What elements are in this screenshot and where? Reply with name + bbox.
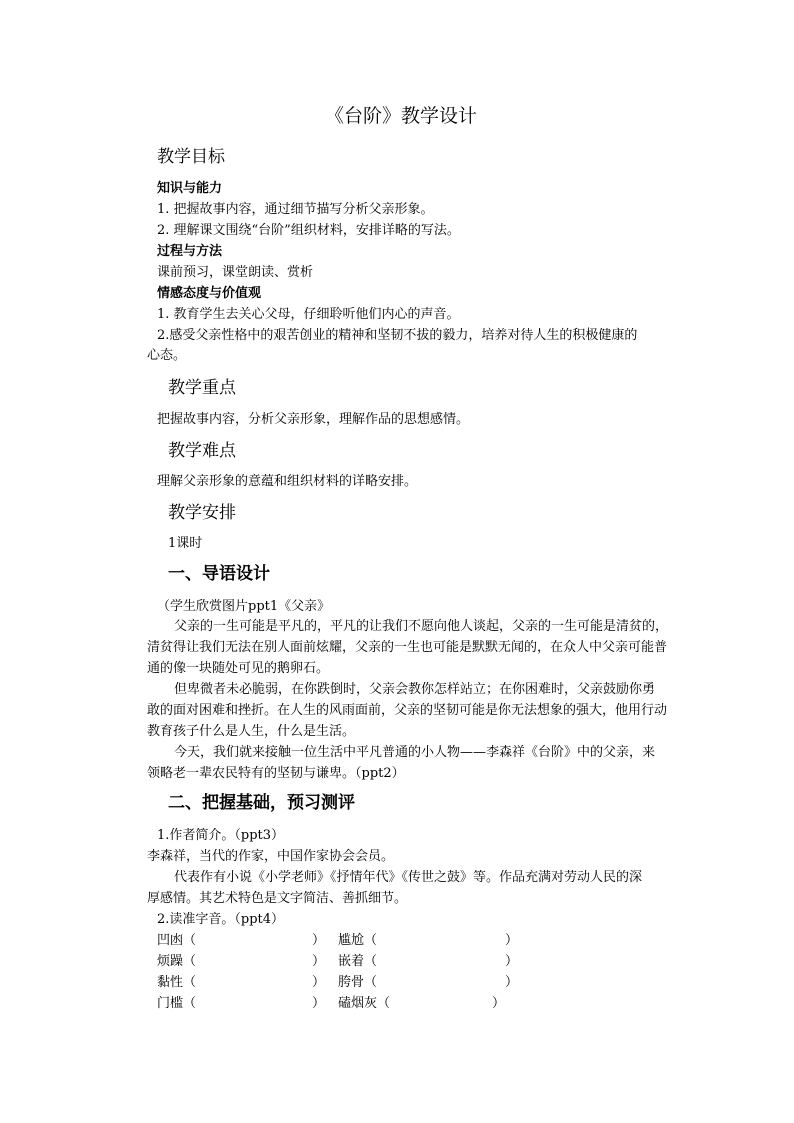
word-item-close: ） [492, 996, 506, 1011]
intro-para-1-line-3: 通的像一块随处可见的鹅卵石。 [147, 661, 330, 676]
word-item-close: ） [505, 954, 519, 969]
document-title: 《台阶》教学设计 [325, 105, 478, 127]
section-heading-schedule: 教学安排 [168, 503, 236, 523]
intro-para-1-line-1: 父亲的一生可能是平凡的，平凡的让我们不愿向他人谈起，父亲的一生可能是清贫的， [174, 619, 669, 634]
word-item-close: ） [312, 933, 326, 948]
word-item-close: ） [312, 975, 326, 990]
word-item: 门槛（ [157, 996, 197, 1011]
emotion-item-2-line-1: 2.感受父亲性格中的艰苦创业的精神和坚韧不拔的毅力，培养对待人生的积极健康的 [157, 328, 638, 343]
word-item: 尴尬（ [338, 933, 378, 948]
word-item: 磕烟灰（ [338, 996, 391, 1011]
process-label: 过程与方法 [157, 244, 223, 259]
emotion-label: 情感态度与价值观 [157, 286, 262, 301]
author-line-3: 厚感情。其艺术特色是文字简洁、善抓细节。 [147, 891, 408, 906]
process-text: 课前预习，课堂朗读、赏析 [157, 265, 314, 280]
schedule-text: 1课时 [168, 536, 203, 551]
author-line-2: 代表作有小说《小学老师》《抒情年代》《传世之鼓》等。作品充满对劳动人民的深 [174, 870, 643, 885]
word-item: 胯骨（ [338, 975, 378, 990]
author-label: 1.作者简介。（ppt3） [157, 828, 285, 843]
section-heading-goals: 教学目标 [157, 147, 225, 167]
word-item-close: ） [312, 954, 326, 969]
intro-note: （学生欣赏图片ppt1《父亲》 [157, 599, 331, 614]
section-heading-difficulties: 教学难点 [168, 441, 236, 461]
intro-para-1-line-2: 清贫得让我们无法在别人面前炫耀，父亲的一生也可能是默默无闻的，在众人中父亲可能普 [147, 640, 668, 655]
word-item-close: ） [505, 975, 519, 990]
section-heading-basics: 二、把握基础，预习测评 [168, 793, 355, 813]
intro-para-3-line-2: 领略老一辈农民特有的坚韧与谦卑。（ppt2） [147, 766, 405, 781]
word-item-close: ） [505, 933, 519, 948]
intro-para-2-line-2: 敢的面对困难和挫折。在人生的风雨面前，父亲的坚韧可能是你无法想象的强大，他用行动 [147, 703, 668, 718]
word-item: 黏性（ [157, 975, 197, 990]
knowledge-label: 知识与能力 [157, 181, 223, 196]
word-item: 烦躁（ [157, 954, 197, 969]
word-item: 凹凼（ [157, 933, 197, 948]
emotion-item-2-line-2: 心态。 [147, 348, 187, 363]
difficulties-text: 理解父亲形象的意蕴和组织材料的详略安排。 [157, 474, 418, 489]
word-item-close: ） [312, 996, 326, 1011]
intro-para-2-line-3: 教育孩子什么是人生，什么是生活。 [147, 724, 356, 739]
intro-para-2-line-1: 但卑微者未必脆弱，在你跌倒时，父亲会教你怎样站立；在你困难时，父亲鼓励你勇 [174, 682, 656, 697]
emotion-item-1: 1. 教育学生去关心父母，仔细聆听他们内心的声音。 [157, 307, 460, 322]
section-heading-intro: 一、导语设计 [168, 564, 270, 584]
word-item: 嵌着（ [338, 954, 378, 969]
reading-label: 2.读准字音。（ppt4） [157, 912, 285, 927]
knowledge-item-1: 1. 把握故事内容，通过细节描写分析父亲形象。 [157, 202, 434, 217]
key-points-text: 把握故事内容，分析父亲形象，理解作品的思想感情。 [157, 412, 470, 427]
section-heading-key-points: 教学重点 [168, 378, 236, 398]
author-line-1: 李森祥，当代的作家，中国作家协会会员。 [147, 849, 395, 864]
intro-para-3-line-1: 今天，我们就来接触一位生活中平凡普通的小人物——李森祥《台阶》中的父亲，来 [174, 745, 656, 760]
knowledge-item-2: 2. 理解课文围绕“台阶”组织材料，安排详略的写法。 [157, 223, 460, 238]
